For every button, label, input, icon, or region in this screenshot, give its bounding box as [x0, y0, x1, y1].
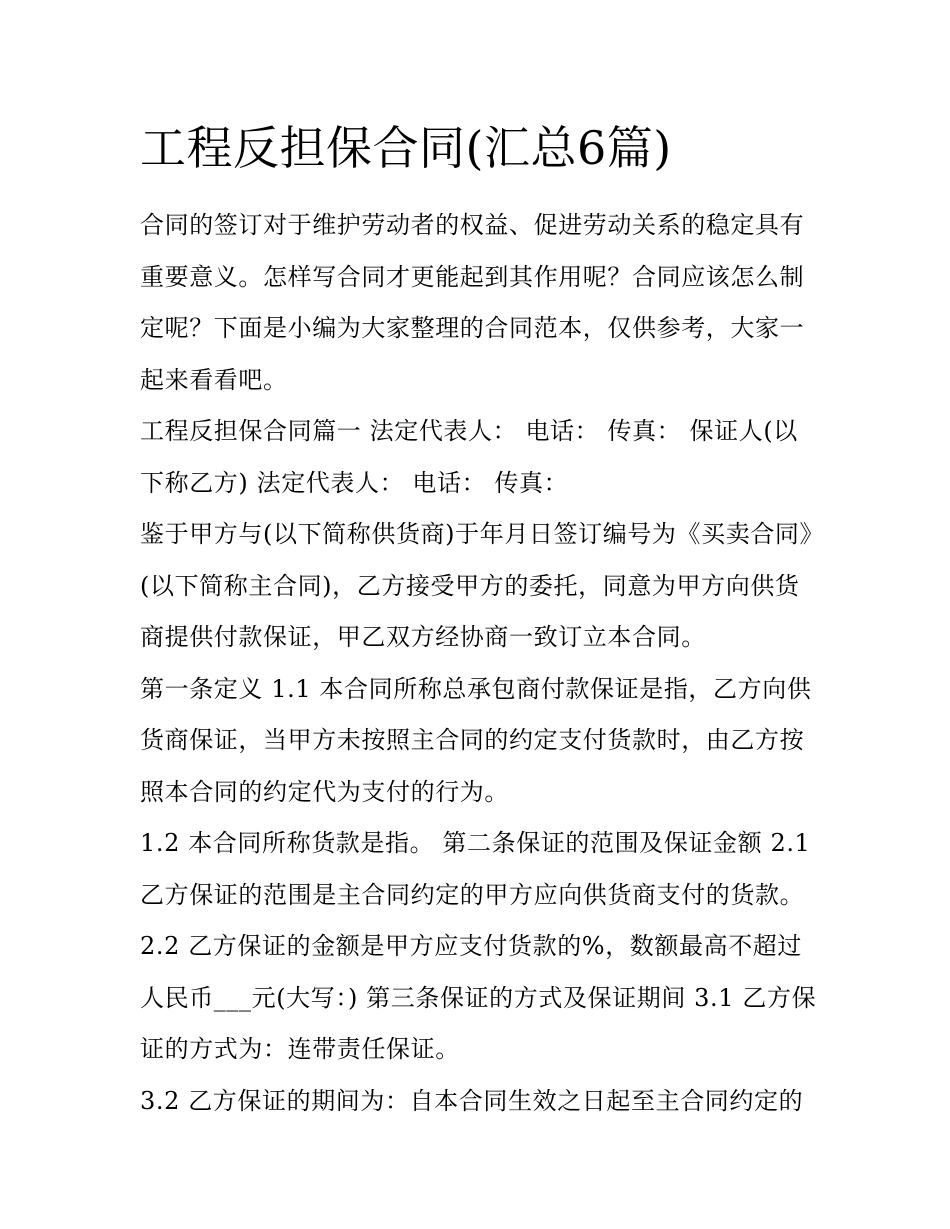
paragraph-article-1-1: 第一条定义 1.1 本合同所称总承包商付款保证是指，乙方向供货商保证，当甲方未按照主合同的约定支付货款时，由乙方按照本合同的约定代为支付的行为。 [140, 674, 812, 806]
paragraph-article-1-2: 1.2 本合同所称货款是指。 第二条保证的范围及保证金额 2.1 乙方保证的范围是主合同约定的甲方应向供货商支付的货款。 [140, 829, 811, 909]
paragraph-article-2-2: 2.2 乙方保证的金额是甲方应支付货款的%，数额最高不超过人民币___元(大写：) 第三条保证的方式及保证期间 3.1 乙方保证的方式为：连带责任保证。 [140, 932, 817, 1063]
document-title: 工程反担保合同(汇总6篇) [140, 121, 672, 175]
paragraph-whereas: 鉴于甲方与(以下简称供货商)于年月日签订编号为《买卖合同》(以下简称主合同)，乙方接受甲方的委托，同意为甲方向供货商提供付款保证，甲乙双方经协商一致订立本合同。 [140, 520, 813, 651]
paragraph-article-3-2: 3.2 乙方保证的期间为：自本合同生效之日起至主合同约定的 [140, 1086, 804, 1115]
document-page [140, 118, 820, 1127]
paragraph-parties: 工程反担保合同篇一 法定代表人： 电话： 传真： 保证人(以下称乙方) 法定代表人： 电话： 传真： [140, 417, 798, 497]
paragraph-intro: 合同的签订对于维护劳动者的权益、促进劳动关系的稳定具有重要意义。怎样写合同才更能起到其作用呢？合同应该怎么制定呢？下面是小编为大家整理的合同范本，仅供参考，大家一起来看看吧。 [140, 211, 805, 394]
